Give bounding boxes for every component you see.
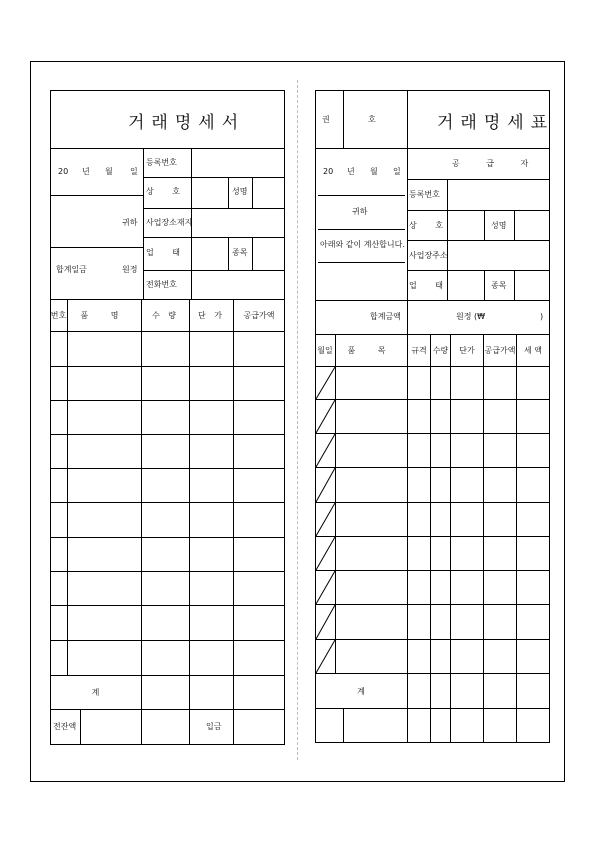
left-name-label: 성명 (232, 187, 248, 196)
right-total-close: ) (540, 312, 544, 321)
right-col-item: 품 목 (347, 346, 396, 355)
left-col-number: 번호 (50, 311, 67, 320)
left-col-item: 품 명 (80, 311, 129, 320)
right-reg-no-label: 등록번호 (409, 190, 440, 199)
right-business-label: 업 태 (409, 281, 451, 290)
right-recipient-suffix: 귀하 (352, 207, 368, 216)
right-address-label: 사업장주소 (409, 251, 448, 260)
right-col-date: 월일 (317, 346, 333, 355)
right-date-prefix: 20 (323, 167, 334, 176)
left-deposit: 입금 (206, 722, 222, 731)
left-total-unit: 원정 (122, 265, 138, 274)
left-prev-balance: 전잔액 (53, 722, 77, 731)
left-col-qty: 수 량 (152, 311, 179, 320)
right-book-vol: 권 (322, 115, 330, 124)
left-business-label: 업 태 (146, 248, 188, 257)
left-date-day: 일 (130, 167, 138, 176)
right-name-label: 성명 (491, 221, 507, 230)
left-date-prefix: 20 (58, 167, 69, 176)
right-item-label: 종목 (491, 281, 507, 290)
left-date-month: 월 (105, 167, 113, 176)
right-col-spec: 규격 (411, 346, 427, 355)
right-form-title: 거래명세표 (437, 113, 555, 133)
right-book-no: 호 (368, 115, 376, 124)
left-item-label: 종목 (232, 248, 248, 257)
right-date-day: 일 (393, 167, 401, 176)
left-total-label: 합계일금 (56, 265, 87, 274)
left-sum-label: 계 (91, 688, 100, 697)
right-total-label: 합계금액 (370, 312, 401, 321)
left-date-year: 년 (82, 167, 90, 176)
right-date-month: 월 (370, 167, 378, 176)
left-recipient-suffix: 귀하 (122, 218, 138, 227)
right-statement: 아래와 같이 계산합니다. (320, 240, 405, 249)
right-col-supply: 공급가액 (484, 346, 516, 355)
left-form-title: 거래명세서 (128, 113, 246, 133)
right-col-tax: 세 액 (524, 346, 542, 355)
left-col-price: 단 가 (198, 311, 225, 320)
right-supplier-header: 공 급 자 (452, 159, 541, 168)
right-col-price: 단가 (459, 346, 475, 355)
left-reg-no-label: 등록번호 (146, 158, 177, 167)
right-total-unit: 원정 (₩ (456, 312, 486, 321)
right-date-year: 년 (347, 167, 355, 176)
right-sum-label: 계 (357, 687, 365, 696)
left-address-label: 사업장소재지 (146, 218, 193, 227)
right-col-qty: 수량 (432, 346, 449, 355)
left-company-label: 상 호 (146, 187, 188, 196)
right-company-label: 상 호 (409, 221, 451, 230)
left-col-supply: 공급가액 (243, 311, 275, 320)
left-phone-label: 전화번호 (146, 280, 177, 289)
